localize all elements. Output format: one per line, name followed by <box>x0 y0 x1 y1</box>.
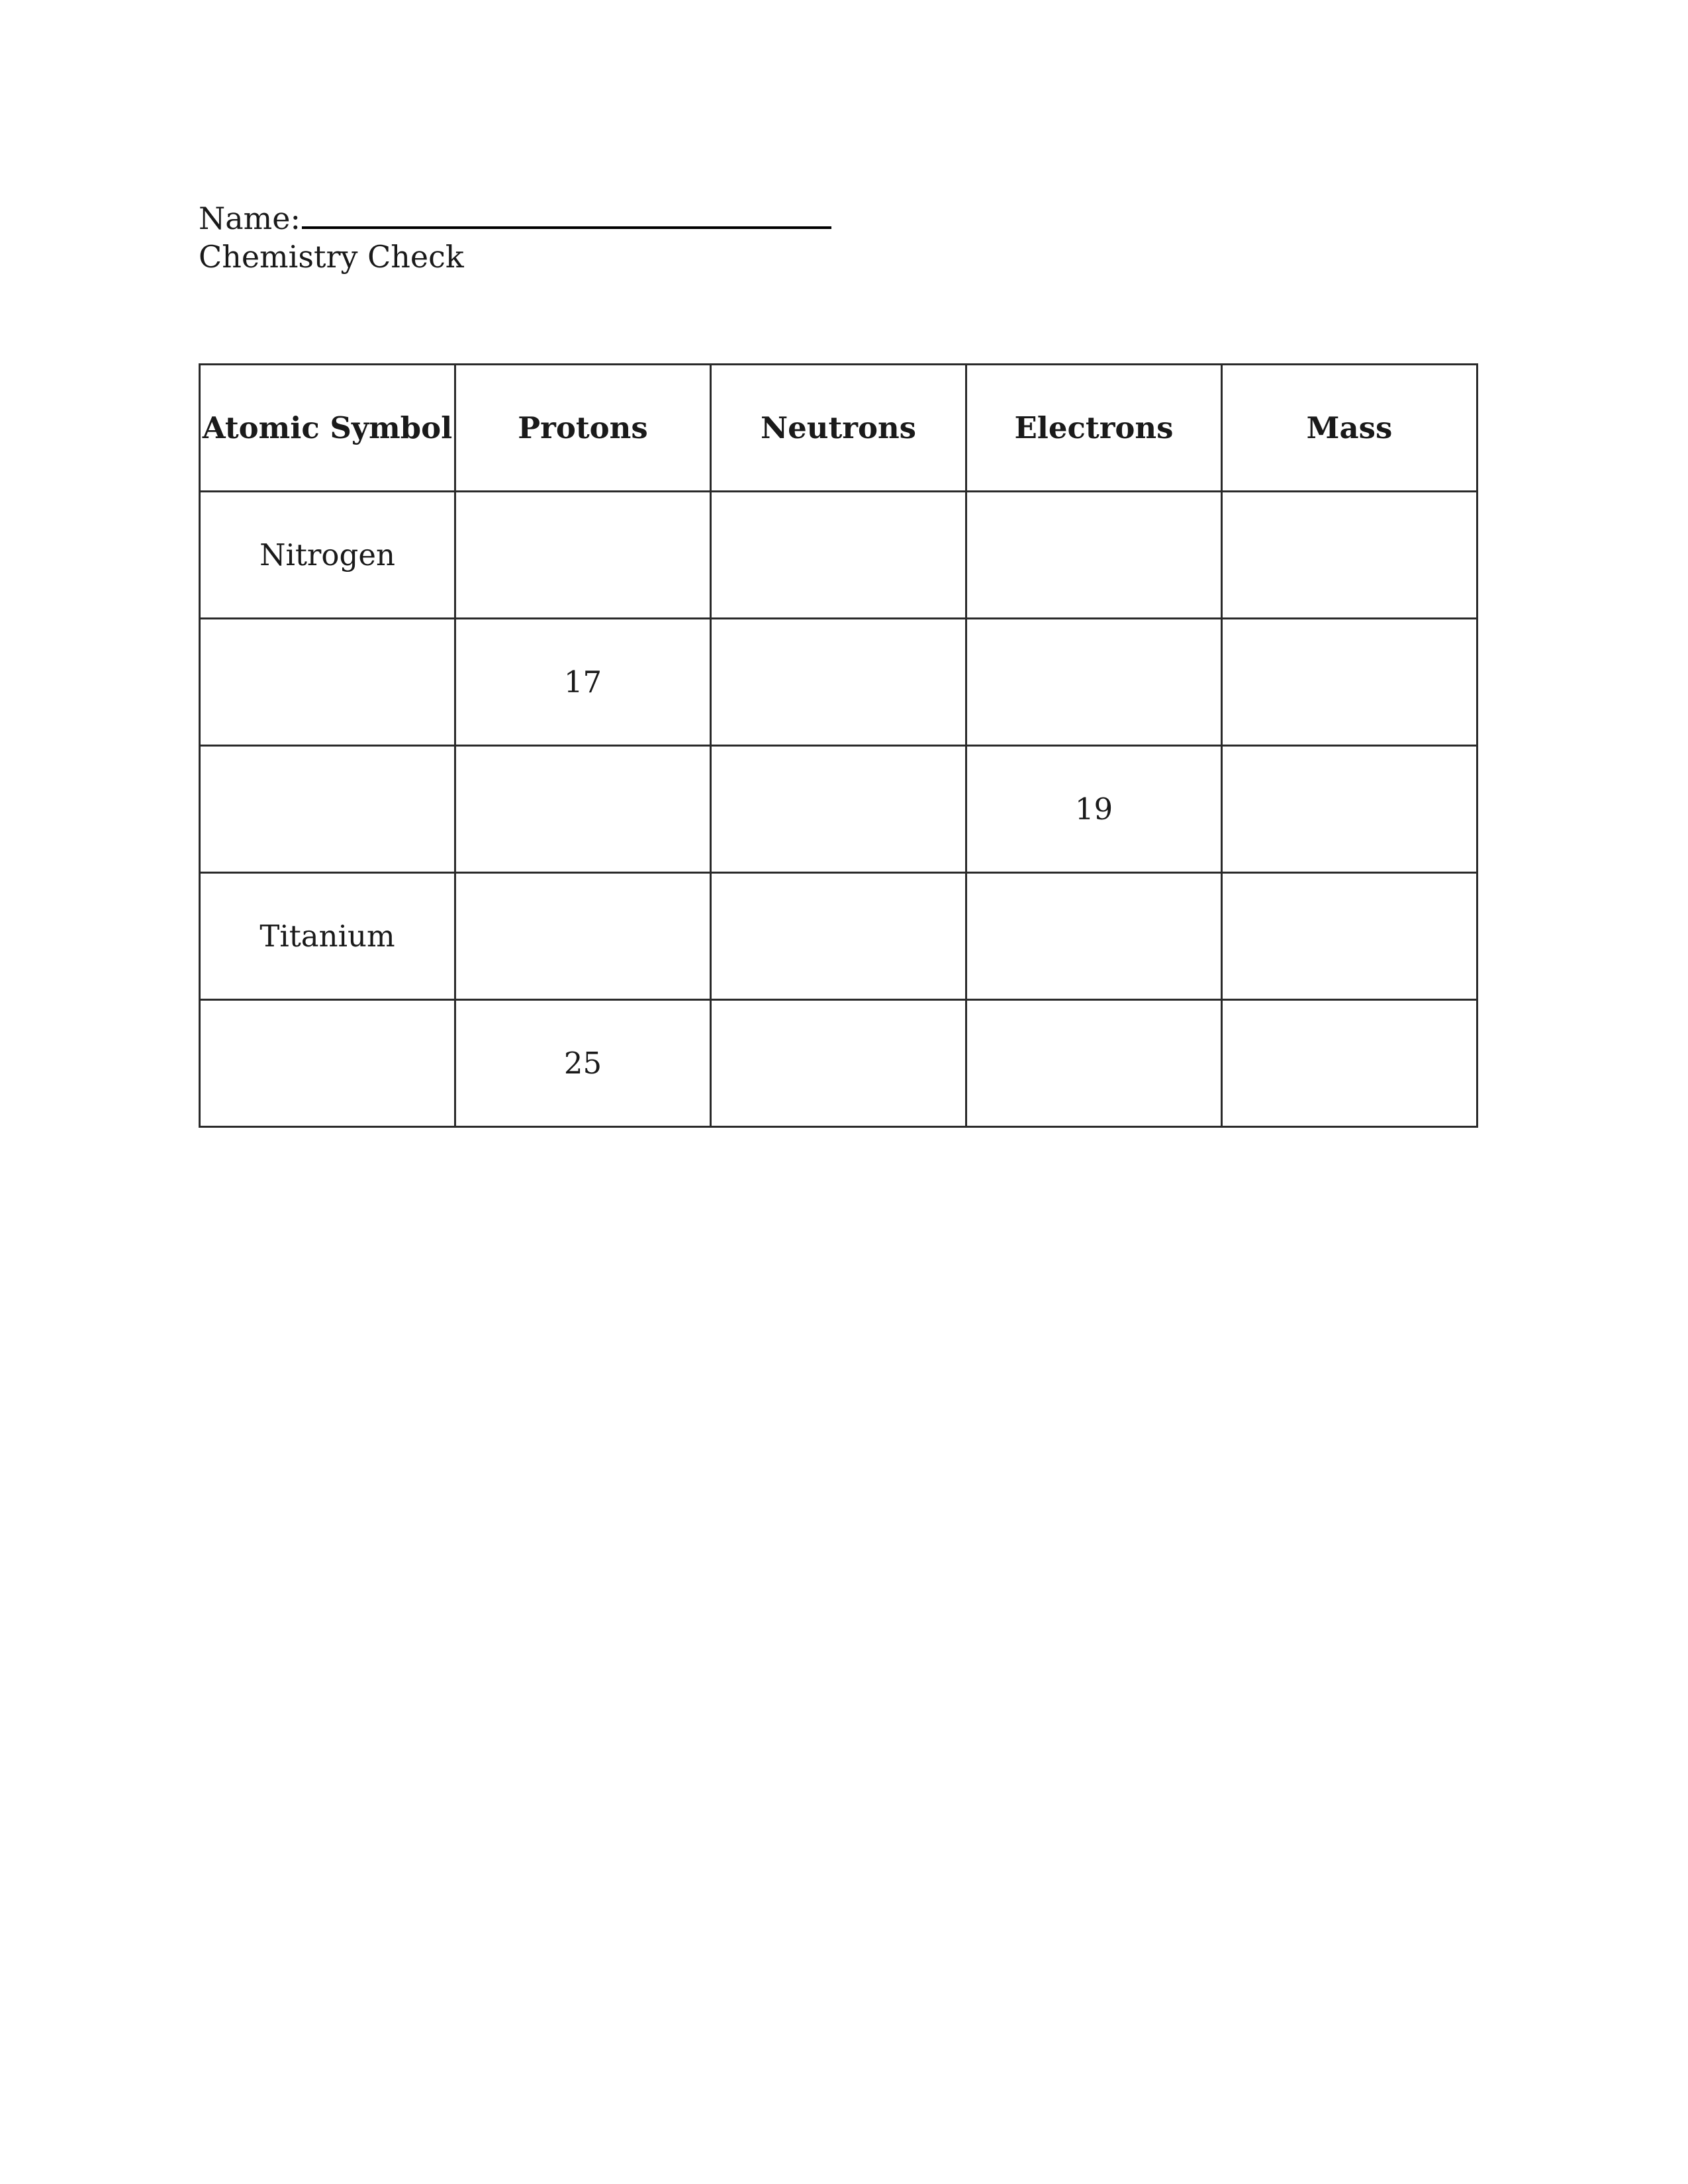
table-cell[interactable]: 25 <box>455 1000 711 1127</box>
worksheet-title: Chemistry Check <box>199 239 464 275</box>
table-cell[interactable] <box>966 1000 1222 1127</box>
table-row <box>200 492 1477 619</box>
table-cell[interactable] <box>455 746 711 873</box>
table-cell[interactable] <box>455 492 711 619</box>
table-cell[interactable] <box>966 492 1222 619</box>
table-cell[interactable] <box>711 619 966 746</box>
table-cell[interactable] <box>711 1000 966 1127</box>
table-cell[interactable] <box>711 746 966 873</box>
table-cell[interactable] <box>455 873 711 1000</box>
table-cell[interactable] <box>711 873 966 1000</box>
name-blank-line[interactable] <box>302 197 831 229</box>
table-cell[interactable]: Titanium <box>200 873 455 1000</box>
table-cell[interactable] <box>966 873 1222 1000</box>
table-row <box>200 873 1477 1000</box>
name-field <box>199 197 831 238</box>
table-cell[interactable] <box>1222 619 1477 746</box>
table-cell[interactable] <box>711 492 966 619</box>
header-mass: Mass <box>1222 365 1477 492</box>
table-cell[interactable] <box>1222 746 1477 873</box>
table-row <box>200 619 1477 746</box>
name-label: Name: <box>199 201 301 236</box>
table-cell[interactable] <box>200 746 455 873</box>
chemistry-table <box>199 363 1478 1128</box>
header-protons: Protons <box>455 365 711 492</box>
table-row <box>200 1000 1477 1127</box>
table-cell[interactable]: Nitrogen <box>200 492 455 619</box>
table-header-row <box>200 365 1477 492</box>
header-atomic-symbol: Atomic Symbol <box>200 365 455 492</box>
table-cell[interactable]: 19 <box>966 746 1222 873</box>
table-cell[interactable] <box>1222 1000 1477 1127</box>
table-cell[interactable]: 17 <box>455 619 711 746</box>
table-cell[interactable] <box>200 1000 455 1127</box>
table-cell[interactable] <box>1222 873 1477 1000</box>
header-electrons: Electrons <box>966 365 1222 492</box>
table-cell[interactable] <box>200 619 455 746</box>
header-neutrons: Neutrons <box>711 365 966 492</box>
table-row <box>200 746 1477 873</box>
table-cell[interactable] <box>966 619 1222 746</box>
table-cell[interactable] <box>1222 492 1477 619</box>
